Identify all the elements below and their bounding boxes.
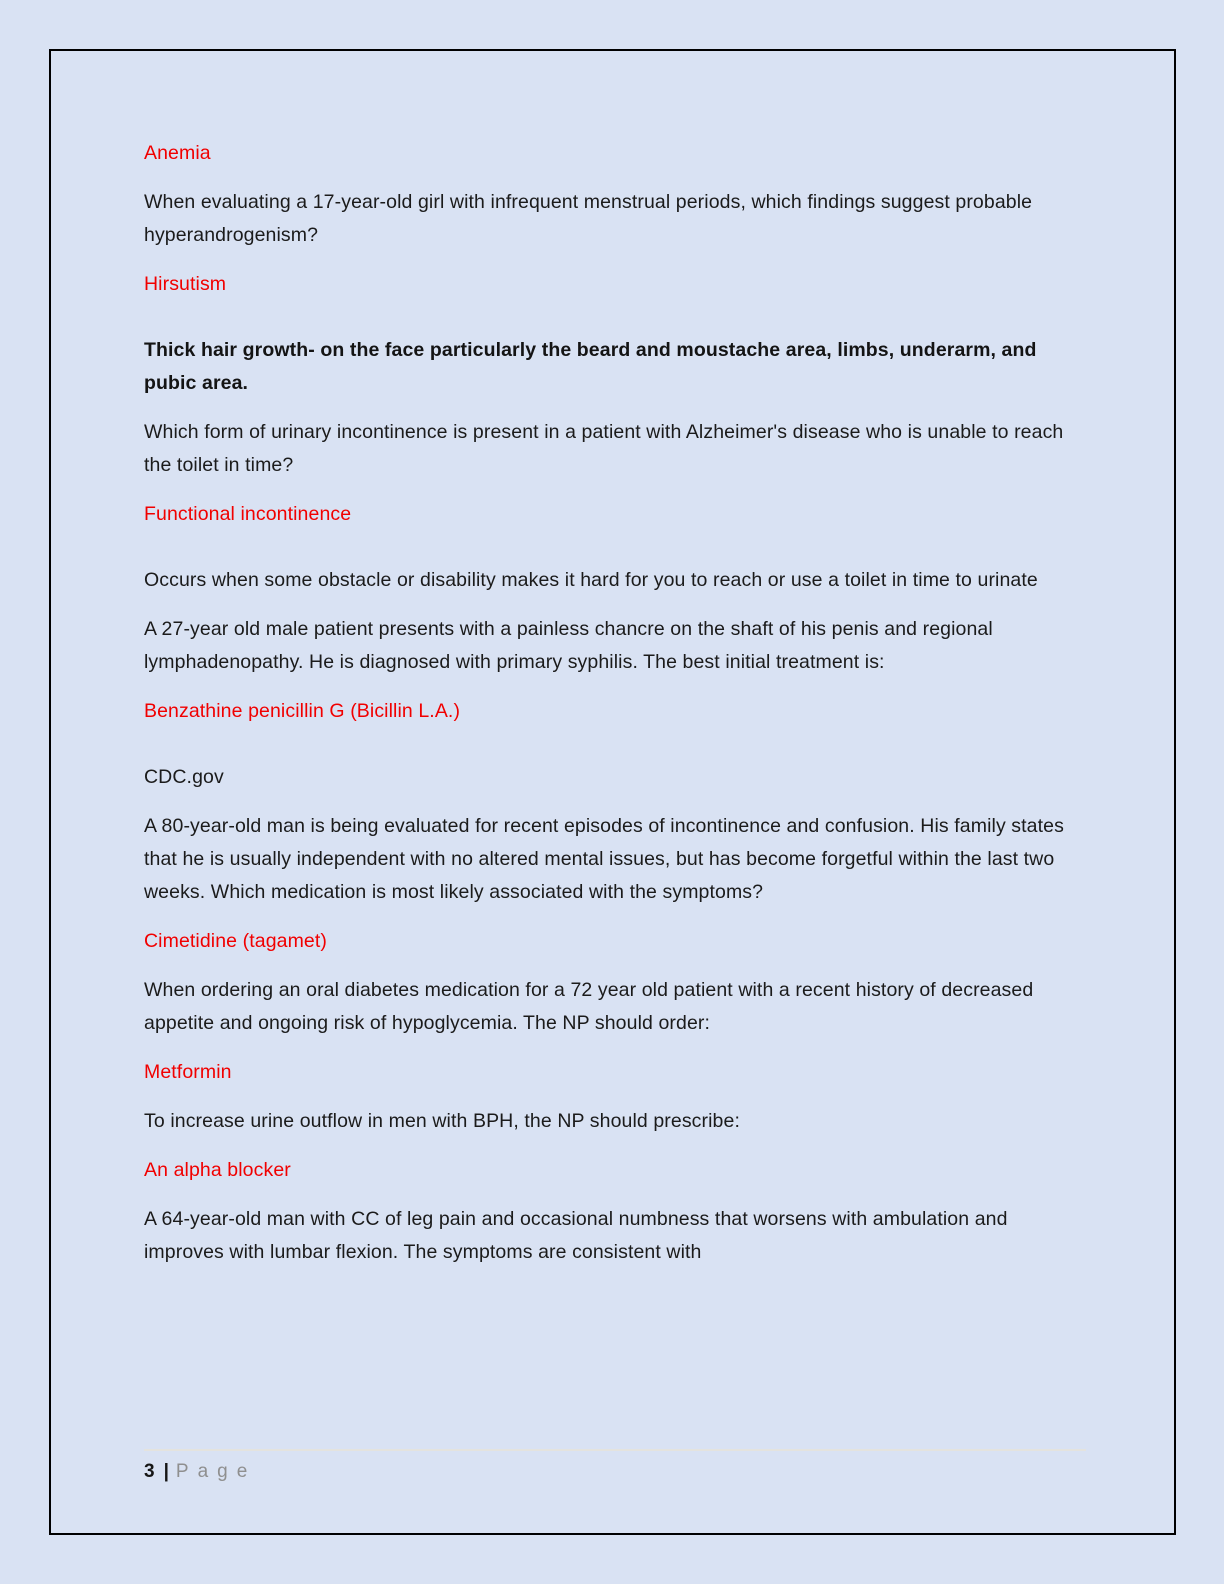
answer-paragraph: Hirsutism: [144, 273, 227, 295]
footer-divider: [144, 1449, 1086, 1451]
footer-separator: |: [163, 1461, 169, 1482]
question-paragraph: A 27-year old male patient presents with a painless chancre on the shaft of his penis and regional lymphadenopathy. He is diagnosed with primary syphilis. The best initial treatment is:: [144, 618, 993, 673]
question-paragraph: When evaluating a 17-year-old girl with infrequent menstrual periods, which findings suggest probable hyperandrogenism?: [144, 191, 1033, 246]
question-paragraph: CDC.gov: [144, 766, 224, 788]
answer-paragraph: Cimetidine (tagamet): [144, 930, 327, 952]
question-paragraph: A 64-year-old man with CC of leg pain and occasional numbness that worsens with ambulation and improves with lumbar flexion. The symptoms are consistent with: [144, 1208, 1008, 1263]
question-paragraph: A 80-year-old man is being evaluated for recent episodes of incontinence and confusion. His family states that he is usually independent with no altered mental issues, but has become forgetful within the last two weeks. Which medication is most likely associated with the symptoms?: [144, 815, 1064, 903]
answer-paragraph: Functional incontinence: [144, 503, 352, 525]
bold-answer-paragraph: Thick hair growth- on the face particularly the beard and moustache area, limbs, underarm, and pubic area.: [144, 339, 1037, 394]
footer-page-label: [144, 1458, 1086, 1486]
answer-paragraph: Metformin: [144, 1061, 232, 1083]
answer-paragraph: An alpha blocker: [144, 1159, 291, 1181]
page-footer: [144, 1449, 1086, 1486]
question-paragraph: To increase urine outflow in men with BPH, the NP should prescribe:: [144, 1110, 740, 1132]
page-border-frame: [49, 49, 1176, 1535]
answer-paragraph: Anemia: [144, 142, 211, 164]
footer-page-number: 3: [144, 1461, 155, 1482]
document-body: [144, 137, 1074, 1285]
footer-page-word: Page: [175, 1461, 257, 1482]
answer-paragraph: Benzathine penicillin G (Bicillin L.A.): [144, 700, 461, 722]
question-paragraph: When ordering an oral diabetes medication for a 72 year old patient with a recent history of decreased appetite and ongoing risk of hypoglycemia. The NP should order:: [144, 979, 1034, 1034]
question-paragraph: Occurs when some obstacle or disability makes it hard for you to reach or use a toilet in time to urinate: [144, 569, 1038, 591]
question-paragraph: Which form of urinary incontinence is present in a patient with Alzheimer's disease who is unable to reach the toilet in time?: [144, 421, 1064, 476]
